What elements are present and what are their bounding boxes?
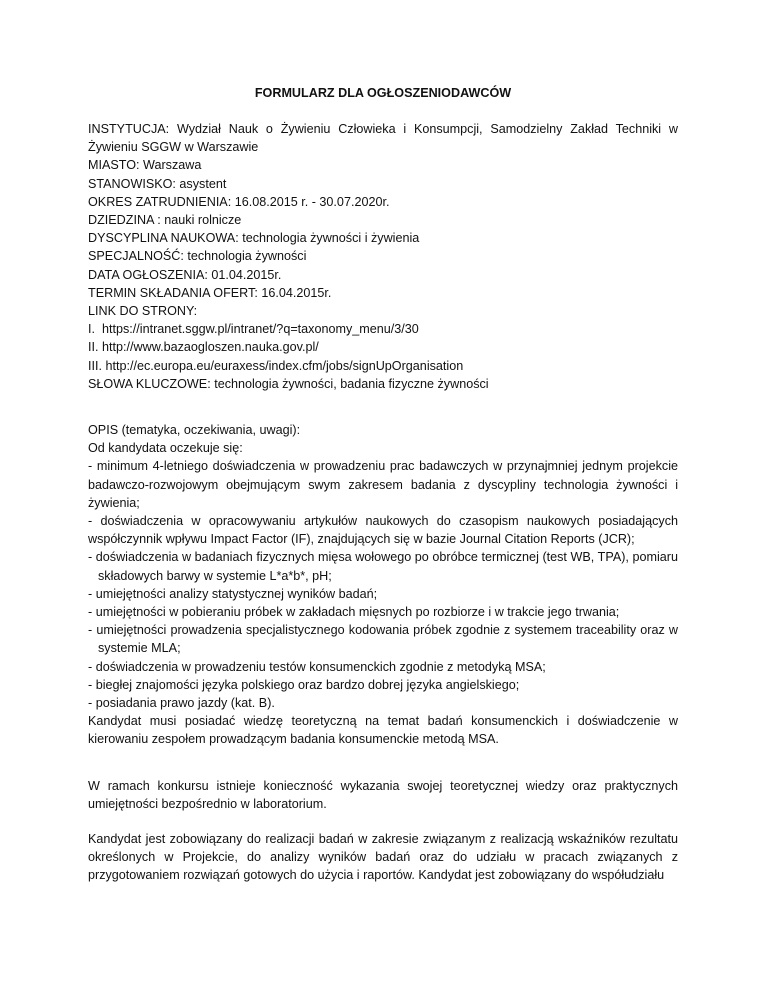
opis-item: - umiejętności prowadzenia specjalistycznego kodowania próbek zgodnie z systemem traceability oraz w systemie MLA; xyxy=(88,623,678,656)
opis-item: - posiadania prawo jazdy (kat. B). xyxy=(88,696,275,711)
paragraph-laboratorium xyxy=(88,777,678,813)
field-dziedzina: DZIEDZINA : nauki rolnicze xyxy=(88,213,242,228)
opis-item: - minimum 4-letniego doświadczenia w prowadzeniu prac badawczych w przynajmniej jednym projekcie badawczo-rozwojowym obejmującym swym zakresem badania z dyscypliny technologia żywności i żywienia; xyxy=(88,459,678,510)
fields-section xyxy=(88,120,678,393)
opis-item: - doświadczenia w badaniach fizycznych mięsa wołowego po obróbce termicznej (test WB, TPA), pomiaru składowych barwy w systemie L*a*b*, pH; xyxy=(88,550,678,583)
link-intranet[interactable]: I. https://intranet.sggw.pl/intranet/?q=taxonomy_menu/3/30 xyxy=(88,322,419,337)
opis-item: - doświadczenia w opracowywaniu artykułów naukowych do czasopism naukowych posiadających współczynnik wpływu Impact Factor (IF), znajdujących się w bazie Journal Citation Reports (JCR); xyxy=(88,514,678,547)
opis-header: OPIS (tematyka, oczekiwania, uwagi): xyxy=(88,423,301,437)
field-link-label: LINK DO STRONY: xyxy=(88,304,198,319)
field-okres: OKRES ZATRUDNIENIA: 16.08.2015 r. - 30.07.2020r. xyxy=(88,194,390,209)
opis-item: - doświadczenia w prowadzeniu testów konsumenckich zgodnie z metodyką MSA; xyxy=(88,659,546,674)
paragraph-3: Kandydat jest zobowiązany do realizacji badań w zakresie związanym z realizacją wskaźników rezultatu określonych w Projekcie, do analizy wyników badań oraz do udziału w pracach związanych z przygotowaniem rozwiązań gotowych do użycia i raportów. Kandydat jest zobowiązany do współudziału xyxy=(88,832,678,883)
page-title: FORMULARZ DLA OGŁOSZENIODAWCÓW xyxy=(254,86,512,100)
field-dyscyplina: DYSCYPLINA NAUKOWA: technologia żywności i żywienia xyxy=(88,231,420,246)
paragraph-2: W ramach konkursu istnieje konieczność wykazania swojej teoretycznej wiedzy oraz praktycznych umiejętności bezpośrednio w laboratorium. xyxy=(88,779,678,812)
link-bazaogloszen[interactable]: II. http://www.bazaogloszen.nauka.gov.pl/ xyxy=(88,340,319,355)
opis-item: - umiejętności w pobieraniu próbek w zakładach mięsnych po rozbiorze i w trakcie jego trwania; xyxy=(88,605,620,620)
field-instytucja: INSTYTUCJA: Wydział Nauk o Żywieniu Człowieka i Konsumpcji, Samodzielny Zakład Techniki w Żywieniu SGGW w Warszawie xyxy=(88,122,678,155)
field-data-ogloszenia: DATA OGŁOSZENIA: 01.04.2015r. xyxy=(88,267,282,282)
paragraph-obowiazki xyxy=(88,830,678,885)
field-termin: TERMIN SKŁADANIA OFERT: 16.04.2015r. xyxy=(88,285,332,300)
field-miasto: MIASTO: Warszawa xyxy=(88,158,202,173)
opis-section xyxy=(88,421,678,749)
opis-item: - biegłej znajomości języka polskiego oraz bardzo dobrej języka angielskiego; xyxy=(88,677,520,692)
field-slowa-kluczowe: SŁOWA KLUCZOWE: technologia żywności, badania fizyczne żywności xyxy=(88,376,489,391)
opis-item: - umiejętności analizy statystycznej wyników badań; xyxy=(88,586,378,601)
link-euraxess[interactable]: III. http://ec.europa.eu/euraxess/index.cfm/jobs/signUpOrganisation xyxy=(88,358,464,373)
field-specjalnosc: SPECJALNOŚĆ: technologia żywności xyxy=(88,249,307,264)
field-stanowisko: STANOWISKO: asystent xyxy=(88,176,227,191)
opis-intro: Od kandydata oczekuje się: xyxy=(88,441,243,456)
opis-closing: Kandydat musi posiadać wiedzę teoretyczną na temat badań konsumenckich i doświadczenie w kierowaniu zespołem prowadzącym badania konsumenckie metodą MSA. xyxy=(88,714,678,747)
